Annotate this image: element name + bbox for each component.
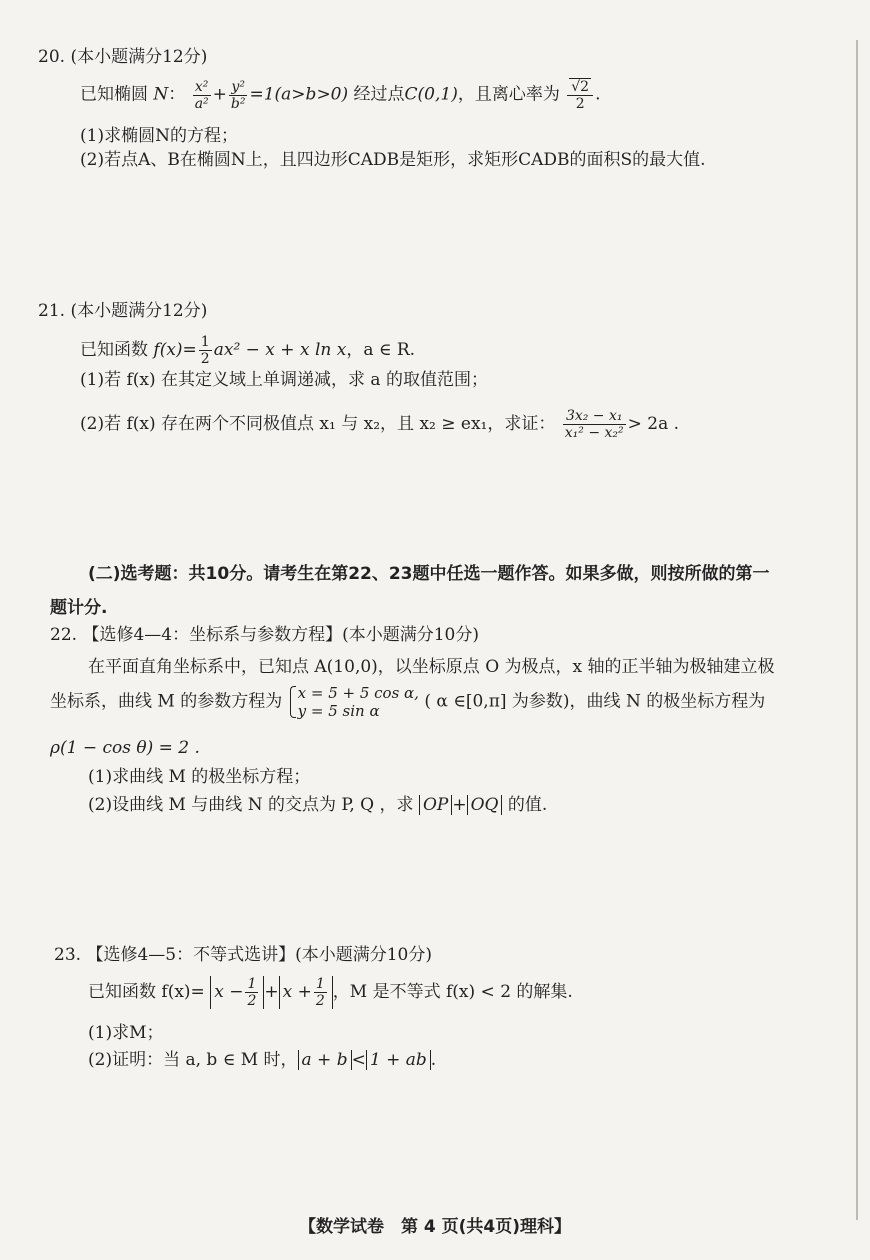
q20-frac-y [229, 79, 248, 112]
q22-line3: ρ(1 − cos θ) = 2 . [50, 738, 200, 758]
q22-number: 22. [50, 625, 78, 645]
q21-half-den: 2 [200, 351, 210, 368]
q21-ineq-frac [563, 408, 626, 441]
q20-colon: ： [168, 84, 186, 105]
q22-abs-op: OP [419, 795, 452, 815]
q21-score: (本小题满分12分) [70, 301, 208, 321]
q21-func-rest: ax² − x + x ln x [213, 340, 347, 361]
q22-part1: (1)求曲线 M 的极坐标方程； [88, 767, 311, 787]
q22-part2-prefix: (2)设曲线 M 与曲线 N 的交点为 P, Q ，求 [88, 795, 414, 815]
q20-number: 20. [38, 47, 66, 67]
q23-plus: + [264, 982, 279, 1003]
q22-abs-oq: OQ [467, 795, 503, 815]
q22-sys-y: y = 5 sin α [297, 702, 380, 720]
q20-ecc-frac [567, 78, 593, 112]
q21-half [199, 334, 212, 367]
q22-line2 [50, 684, 765, 720]
q23-period: . [430, 1050, 437, 1070]
q20-part2: (2)若点A、B在椭圆N上，且四边形CADB是矩形，求矩形CADB的面积S的最大值. [80, 150, 706, 170]
q23-abs1-pre: x − [214, 982, 244, 1003]
q20-y2: y² [229, 79, 248, 96]
q21-domain: ，a ∈ R. [346, 340, 416, 361]
q21-ineq-den: x₁² − x₂² [564, 425, 624, 442]
q21-half-num: 1 [200, 334, 210, 350]
q23-abs1-frac [245, 976, 258, 1009]
q23-abs2-pre: x + [282, 982, 312, 1003]
q20-header [38, 49, 207, 66]
q23-header [54, 947, 432, 964]
q23-abs-1 [210, 976, 264, 1009]
q21-stem [80, 334, 415, 367]
q20-stem-prefix: 已知椭圆 [80, 84, 148, 105]
q23-part2-prefix: (2)证明：当 a, b ∈ M 时， [88, 1050, 298, 1070]
page-edge-line [856, 40, 858, 1220]
q21-func-start: f(x)= [153, 340, 197, 361]
q22-line2-prefix: 坐标系，曲线 M 的参数方程为 [50, 691, 283, 712]
q20-x2: x² [193, 79, 211, 96]
q22-part2 [88, 797, 547, 814]
q23-number: 23. [54, 945, 82, 965]
optional-line1: (二)选考题：共10分。请考生在第22、23题中任选一题作答。如果多做，则按所做的第一 [88, 564, 770, 584]
q20-b2: b² [230, 95, 246, 112]
q23-title: 【选修4—5：不等式选讲】(本小题满分10分) [86, 945, 432, 965]
q23-stem-suffix: ，M 是不等式 f(x) < 2 的解集. [332, 982, 573, 1003]
q20-period: . [595, 84, 601, 105]
q20-passes: 经过点 [353, 84, 405, 105]
q23-half-den-2: 2 [315, 993, 325, 1010]
q21-ineq-num: 3x₂ − x₁ [563, 408, 626, 425]
q20-frac-x [193, 79, 211, 112]
q21-ineq-rest: > 2a . [627, 414, 680, 435]
optional-line2: 题计分. [50, 598, 108, 618]
q23-stem-prefix: 已知函数 f(x)= [88, 982, 205, 1003]
q21-part2 [80, 408, 679, 441]
q20-stem [80, 78, 601, 112]
q21-part2-text: (2)若 f(x) 存在两个不同极值点 x₁ 与 x₂，且 x₂ ≥ ex₁，求证： [80, 414, 556, 435]
q22-plus: + [452, 795, 467, 815]
q20-a2: a² [194, 95, 209, 112]
q23-lt: < [351, 1050, 366, 1070]
q20-ecc-den: 2 [575, 96, 585, 113]
q21-header [38, 303, 207, 320]
q23-half-num-2: 1 [315, 976, 325, 992]
q22-sys-x: x = 5 + 5 cos α, [297, 684, 419, 702]
q21-stem-prefix: 已知函数 [80, 340, 148, 361]
q23-abs-2 [279, 976, 333, 1009]
q20-point: C(0,1) [404, 84, 458, 105]
q20-eq-rest: =1(a>b>0) [249, 84, 349, 105]
q23-part1: (1)求M； [88, 1023, 164, 1043]
q20-sqrt2: √2 [571, 79, 590, 95]
q22-param-system [288, 684, 419, 720]
q21-number: 21. [38, 301, 66, 321]
q20-score: (本小题满分12分) [70, 47, 208, 67]
q20-part1: (1)求椭圆N的方程； [80, 126, 238, 146]
q22-line2-suffix: ( α ∈[0,π] 为参数)，曲线 N 的极坐标方程为 [424, 691, 766, 712]
q20-ecc-text: ，且离心率为 [457, 84, 560, 105]
q23-abs-rhs: 1 + ab [366, 1050, 431, 1070]
q22-header [50, 627, 479, 644]
q23-part2 [88, 1052, 436, 1069]
q22-title: 【选修4—4：坐标系与参数方程】(本小题满分10分) [82, 625, 479, 645]
q21-part1: (1)若 f(x) 在其定义域上单调递减，求 a 的取值范围； [80, 370, 488, 390]
q20-plus: + [212, 84, 227, 105]
page-footer: 【数学试卷 第 4 页(共4页)理科】 [298, 1217, 572, 1237]
q23-half-num-1: 1 [247, 976, 257, 992]
q23-stem [88, 976, 573, 1009]
q23-abs2-frac [314, 976, 327, 1009]
q22-part2-suffix: 的值. [507, 795, 548, 815]
q23-abs-lhs: a + b [298, 1050, 352, 1070]
q23-half-den-1: 2 [247, 993, 257, 1010]
q20-ellipse-name: N [153, 84, 169, 105]
q22-line1: 在平面直角坐标系中，已知点 A(10,0)，以坐标原点 O 为极点，x 轴的正半轴为极轴建立极 [88, 657, 775, 677]
